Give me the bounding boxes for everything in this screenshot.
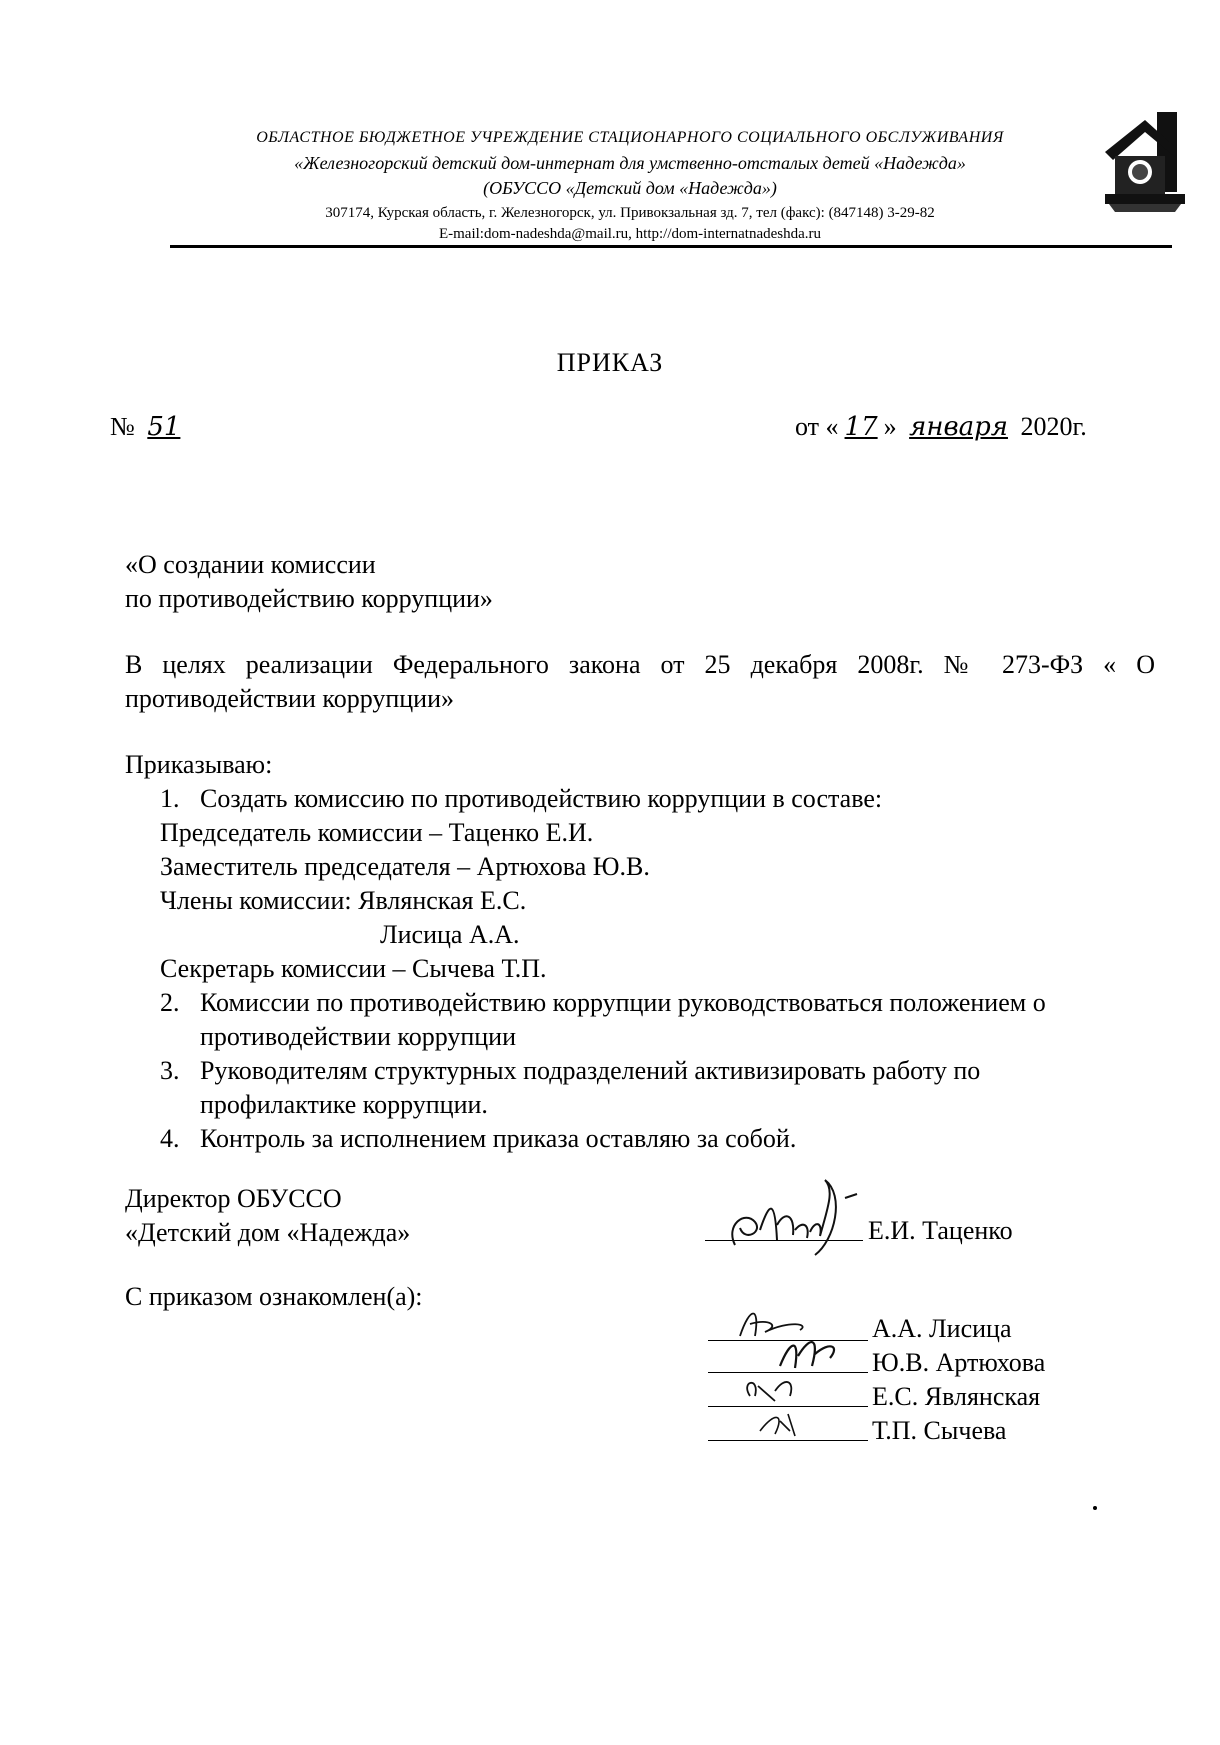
letterhead-address: 307174, Курская область, г. Железногорск, ул. Привокзальная зд. 7, тел (факс): (847148) 3-29-82 <box>325 205 935 221</box>
commission-member-2: Лисица А.А. <box>380 920 520 949</box>
scan-speck <box>1093 1506 1097 1510</box>
order-items <box>160 782 1046 1156</box>
director-signature-icon <box>715 1170 885 1265</box>
list-item-continued: профилактике коррупции. <box>200 1090 488 1119</box>
director-line-1: Директор ОБУССО <box>125 1184 342 1213</box>
commission-secretary: Секретарь комиссии – Сычева Т.П. <box>160 954 547 983</box>
institution-logo-icon <box>1105 112 1185 212</box>
order-purpose: В целях реализации Федерального закона от 25 декабря 2008г. № 273-ФЗ « О противодействии коррупции» <box>125 650 1155 713</box>
subject-line-2: по противодействию коррупции» <box>125 584 493 613</box>
director-name: Е.И. Таценко <box>868 1216 1013 1245</box>
ack-name-1: А.А. Лисица <box>872 1314 1012 1343</box>
director-line-2: «Детский дом «Надежда» <box>125 1218 411 1247</box>
order-number <box>110 412 186 442</box>
order-heading: Приказываю: <box>125 750 273 779</box>
document-title: ПРИКАЗ <box>556 348 664 377</box>
number-value: 51 <box>147 412 181 442</box>
list-item: 3. Руководителям структурных подразделений активизировать работу по <box>160 1056 981 1085</box>
commission-chair: Председатель комиссии – Таценко Е.И. <box>160 818 594 847</box>
order-subject <box>125 548 493 616</box>
ack-name-4: Т.П. Сычева <box>872 1416 1007 1445</box>
ack-name-3: Е.С. Являнская <box>872 1382 1041 1411</box>
letterhead-name-line: «Железногорский детский дом-интернат для умственно-отсталых детей «Надежда» <box>294 153 966 173</box>
list-item: 4. Контроль за исполнением приказа оставляю за собой. <box>160 1124 797 1153</box>
date-prefix: от « <box>795 412 839 441</box>
number-label: № <box>110 412 135 441</box>
date-mid: » <box>883 412 897 441</box>
ack-signatures-icon <box>720 1296 870 1466</box>
ack-name-2: Ю.В. Артюхова <box>872 1348 1046 1377</box>
letterhead-org-line: ОБЛАСТНОЕ БЮДЖЕТНОЕ УЧРЕЖДЕНИЕ СТАЦИОНАРНОГО СОЦИАЛЬНОГО ОБСЛУЖИВАНИЯ <box>256 129 1004 146</box>
letterhead-contacts: E-mail:dom-nadeshda@mail.ru, http://dom-internatnadeshda.ru <box>438 226 822 242</box>
director-title <box>125 1182 410 1250</box>
list-item: 2. Комиссии по противодействию коррупции руководствоваться положением о <box>160 988 1046 1017</box>
order-date <box>795 412 1087 442</box>
commission-deputy: Заместитель председателя – Артюхова Ю.В. <box>160 852 650 881</box>
date-month: января <box>909 412 1008 442</box>
commission-members: Члены комиссии: Являнская Е.С. <box>160 886 527 915</box>
acknowledgement-label: С приказом ознакомлен(а): <box>125 1282 423 1311</box>
subject-line-1: «О создании комиссии <box>125 550 376 579</box>
list-item: 1. Создать комиссию по противодействию коррупции в составе: <box>160 784 883 813</box>
date-day: 17 <box>844 412 878 442</box>
letterhead-divider <box>170 245 1172 248</box>
date-year: 2020г. <box>1020 412 1087 441</box>
letterhead-short-name: (ОБУССО «Детский дом «Надежда») <box>483 178 777 198</box>
list-item-continued: противодействии коррупции <box>200 1022 517 1051</box>
